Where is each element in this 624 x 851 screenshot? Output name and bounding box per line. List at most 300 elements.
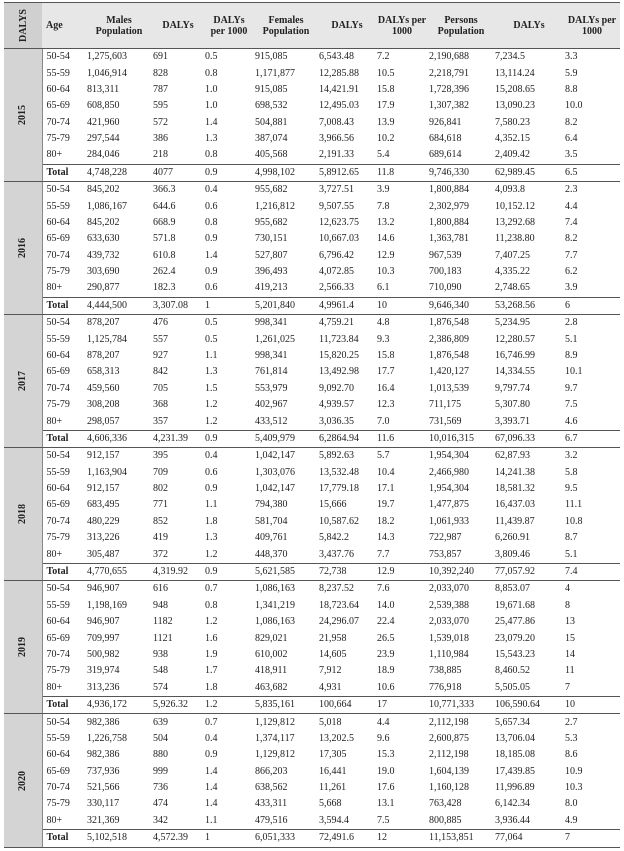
table-cell: 3.3 [565,51,578,63]
table-cell: 106,590.64 [494,696,564,713]
table-cell: 15,820.25 [319,350,359,362]
table-row [4,630,620,646]
table-cell: 1,198,169 [87,599,127,611]
table-cell: 1,363,781 [429,233,469,245]
table-row [4,231,620,247]
table-cell: 330,117 [87,798,120,810]
age-cell: Total [42,297,86,314]
table-cell: 4.8 [377,317,390,329]
table-cell: 18,185.08 [495,749,535,761]
table-row [4,731,620,747]
table-row [4,546,620,563]
table-cell: 308,208 [87,399,120,411]
header-persons-dalys-per-1000: DALYs per 1000 [564,3,620,49]
table-cell: 17,439.85 [495,765,535,777]
table-cell: 691 [153,51,168,63]
table-cell: 6.7 [564,430,620,447]
table-cell: 11.6 [376,430,428,447]
age-cell: 70-74 [46,249,70,261]
table-cell: 11,439.87 [495,515,535,527]
table-cell: 2.3 [565,184,578,196]
total-row [4,164,620,181]
table-cell: 10.5 [377,67,395,79]
table-cell: 474 [153,798,168,810]
table-cell: 1.9 [205,648,218,660]
table-row [4,714,620,731]
table-row [4,114,620,130]
table-cell: 17,779.18 [319,483,359,495]
table-cell: 658,313 [87,366,120,378]
table-cell: 794,380 [255,499,288,511]
age-cell: 50-54 [46,583,70,595]
table-cell: 852 [153,515,168,527]
table-cell: 218 [153,149,168,161]
table-cell: 521,566 [87,781,120,793]
age-cell: 75-79 [46,532,70,544]
table-cell: 305,487 [87,548,120,560]
table-cell: 0.6 [205,282,218,294]
table-cell: 5,835,161 [254,696,318,713]
table-cell: 639 [153,716,168,728]
table-cell: 0.8 [205,67,218,79]
table-cell: 1,061,933 [429,515,469,527]
table-cell: 2,566.33 [319,282,354,294]
table-cell: 26.5 [377,632,395,644]
table-cell: 7,234.5 [495,51,525,63]
table-cell: 12.9 [376,563,428,580]
table-cell: 6,142.34 [495,798,530,810]
age-cell: 55-59 [46,200,70,212]
age-cell: 75-79 [46,133,70,145]
table-cell: 290,877 [87,282,120,294]
table-cell: 13 [565,616,575,628]
table-cell: 0.8 [205,599,218,611]
table-cell: 13,706.04 [495,732,535,744]
table-cell: 998,341 [255,317,288,329]
age-cell: 55-59 [46,599,70,611]
table-cell: 1,374,117 [255,732,295,744]
table-cell: 5,657.34 [495,716,530,728]
table-row [4,448,620,465]
header-age: Age [42,3,86,49]
year-label [4,182,42,315]
table-cell: 6,543.48 [319,51,354,63]
table-cell: 8,853.07 [495,583,530,595]
table-cell: 15,543.23 [495,648,535,660]
table-cell: 1,604,139 [429,765,469,777]
table-cell: 5,307.80 [495,399,530,411]
table-cell: 4.6 [565,415,578,427]
table-cell: 787 [153,83,168,95]
table-cell: 9.5 [565,483,578,495]
table-cell: 927 [153,350,168,362]
table-cell: 23,079.20 [495,632,535,644]
table-cell: 1.4 [205,116,218,128]
table-cell: 298,057 [87,415,120,427]
table-row [4,530,620,546]
age-cell: 75-79 [46,266,70,278]
table-row [4,397,620,413]
table-cell: 2,112,198 [429,749,469,761]
table-cell: 321,369 [87,814,120,826]
table-cell: 802 [153,483,168,495]
table-cell: 0.8 [205,149,218,161]
table-cell: 319,974 [87,665,120,677]
table-cell: 6,796.42 [319,249,354,261]
table-cell: 1 [204,829,254,847]
table-cell: 4077 [152,164,204,181]
table-cell: 557 [153,333,168,345]
table-cell: 1,341,219 [255,599,295,611]
table-cell: 13,090.23 [495,100,535,112]
table-cell: 4.9 [565,814,578,826]
table-cell: 1.2 [204,696,254,713]
table-cell: 3,437.76 [319,548,354,560]
table-cell: 386 [153,133,168,145]
age-cell: 70-74 [46,648,70,660]
table-cell: 14,334.55 [495,366,535,378]
table-cell: 6,260.91 [495,532,530,544]
age-cell: 65-69 [46,100,70,112]
table-cell: 1,800,884 [429,217,469,228]
table-cell: 5,8912.65 [318,164,376,181]
table-cell: 7.6 [377,583,390,595]
table-cell: 53,268.56 [494,297,564,314]
table-cell: 9,746,330 [428,164,494,181]
table-cell: 3.5 [565,149,578,161]
table-cell: 8.0 [565,798,578,810]
table-cell: 14,605 [319,648,347,660]
table-cell: 999 [153,765,168,777]
header-persons-population: Persons Population [428,3,494,49]
table-row [4,663,620,679]
table-cell: 2,539,388 [429,599,469,611]
table-cell: 4 [565,583,570,595]
table-cell: 357 [153,415,168,427]
table-cell: 6.5 [564,164,620,181]
table-cell: 14.6 [377,233,395,245]
table-cell: 1,954,304 [429,483,469,495]
table-cell: 8.8 [565,83,578,95]
total-row [4,430,620,447]
table-cell: 1,728,396 [429,83,469,95]
table-cell: 2,218,791 [429,67,469,79]
age-cell: 50-54 [46,51,70,63]
table-cell: 5,409,979 [254,430,318,447]
table-cell: 2,409.42 [495,149,530,161]
table-cell: 2,033,070 [429,583,469,595]
table-cell: 4,352.15 [495,133,530,145]
table-cell: 878,207 [87,317,120,329]
total-row [4,563,620,580]
table-cell: 15,208.65 [495,83,535,95]
table-cell: 0.5 [205,333,218,345]
table-cell: 683,495 [87,499,120,511]
table-cell: 14.0 [377,599,395,611]
table-cell: 19,671.68 [495,599,535,611]
table-cell: 2,190,688 [429,51,469,63]
table-cell: 2,302,979 [429,200,469,212]
table-cell: 7.7 [377,548,390,560]
table-cell: 668.9 [153,217,176,228]
table-cell: 10,771,333 [428,696,494,713]
table-row [4,215,620,231]
table-cell: 912,157 [87,483,120,495]
table-cell: 1.3 [205,366,218,378]
age-cell: 60-64 [46,217,70,228]
table-cell: 711,175 [429,399,462,411]
table-cell: 616 [153,583,168,595]
table-cell: 10.6 [377,681,395,693]
table-cell: 3,036.35 [319,415,354,427]
age-cell: 70-74 [46,116,70,128]
age-cell: 55-59 [46,67,70,79]
table-cell: 77,064 [494,829,564,847]
table-cell: 2,191.33 [319,149,354,161]
table-cell: 1.5 [205,382,218,394]
table-cell: 1,954,304 [429,450,469,462]
table-cell: 17.1 [377,483,395,495]
table-row [4,264,620,280]
table-cell: 10.2 [377,133,395,145]
table-cell: 11,153,851 [428,829,494,847]
table-cell: 368 [153,399,168,411]
header-males-population: Males Population [86,3,152,49]
table-cell: 10,152.12 [495,200,535,212]
table-cell: 1,042,147 [255,450,295,462]
table-cell: 22.4 [377,616,395,628]
table-cell: 77,057.92 [494,563,564,580]
table-cell: 16,441 [319,765,347,777]
age-cell: 80+ [46,548,63,560]
table-cell: 4,572.39 [152,829,204,847]
table-cell: 1,086,163 [255,616,295,628]
table-cell: 4,444,500 [86,297,152,314]
table-cell: 5,926.32 [152,696,204,713]
table-cell: 12,623.75 [319,217,359,228]
table-cell: 19.7 [377,499,395,511]
age-cell: 60-64 [46,616,70,628]
table-cell: 1 [204,297,254,314]
table-cell: 12,280.57 [495,333,535,345]
table-cell: 1.6 [205,632,218,644]
table-cell: 12.9 [377,249,395,261]
table-row [4,381,620,397]
table-cell: 5,842.2 [319,532,349,544]
table-cell: 421,960 [87,116,120,128]
table-cell: 1.2 [205,415,218,427]
table-cell: 3,966.56 [319,133,354,145]
table-cell: 880 [153,749,168,761]
table-cell: 3,727.51 [319,184,354,196]
table-cell: 938 [153,648,168,660]
age-cell: 65-69 [46,366,70,378]
table-cell: 9,797.74 [495,382,530,394]
header-dalys: DALYS [4,3,42,49]
table-cell: 2,748.65 [495,282,530,294]
table-cell: 10.3 [565,781,583,793]
year-text: 2015 [16,105,28,126]
table-cell: 9.3 [377,333,390,345]
age-cell: 65-69 [46,499,70,511]
table-cell: 10 [376,297,428,314]
table-cell: 7.4 [565,217,578,228]
age-cell: 65-69 [46,233,70,245]
age-cell: 75-79 [46,399,70,411]
table-cell: 731,569 [429,415,462,427]
table-cell: 480,229 [87,515,120,527]
table-cell: 10,016,315 [428,430,494,447]
table-row [4,796,620,812]
table-cell: 1,876,548 [429,350,469,362]
table-cell: 1,539,018 [429,632,469,644]
age-cell: 50-54 [46,184,70,196]
table-cell: 8.9 [565,350,578,362]
table-cell: 948 [153,599,168,611]
table-cell: 366.3 [153,184,176,196]
table-cell: 684,618 [429,133,462,145]
table-cell: 5.8 [565,466,578,478]
table-cell: 571.8 [153,233,176,245]
table-cell: 10,392,240 [428,563,494,580]
table-cell: 1,261,025 [255,333,295,345]
table-cell: 548 [153,665,168,677]
table-cell: 998,341 [255,350,288,362]
table-cell: 813,311 [87,83,120,95]
table-cell: 303,690 [87,266,120,278]
table-cell: 595 [153,100,168,112]
table-cell: 915,085 [255,83,288,95]
table-cell: 1.1 [205,499,218,511]
table-cell: 800,885 [429,814,462,826]
table-cell: 3,393.71 [495,415,530,427]
table-cell: 9.7 [565,382,578,394]
table-cell: 845,202 [87,217,120,228]
table-cell: 2.7 [565,716,578,728]
table-cell: 11.1 [565,499,583,511]
table-row [4,332,620,348]
table-cell: 479,516 [255,814,288,826]
table-cell: 12,495.03 [319,100,359,112]
table-cell: 262.4 [153,266,176,278]
table-cell: 845,202 [87,184,120,196]
table-cell: 12 [376,829,428,847]
table-cell: 0.5 [205,317,218,329]
table-cell: 737,936 [87,765,120,777]
table-cell: 11,996.89 [495,781,535,793]
table-cell: 1,160,128 [429,781,469,793]
age-cell: Total [42,696,86,713]
table-cell: 395 [153,450,168,462]
table-cell: 1.7 [205,665,218,677]
table-cell: 3,936.44 [495,814,530,826]
table-cell: 419 [153,532,168,544]
table-cell: 736 [153,781,168,793]
table-cell: 402,967 [255,399,288,411]
table-cell: 1,307,382 [429,100,469,112]
age-cell: 55-59 [46,732,70,744]
table-cell: 776,918 [429,681,462,693]
table-cell: 3.9 [565,282,578,294]
table-cell: 6.2 [565,266,578,278]
age-cell: 60-64 [46,83,70,95]
table-row [4,614,620,630]
table-cell: 698,532 [255,100,288,112]
total-row [4,297,620,314]
table-cell: 610.8 [153,249,176,261]
table-cell: 5,234.95 [495,317,530,329]
table-cell: 342 [153,814,168,826]
table-row [4,598,620,614]
table-row [4,747,620,763]
table-cell: 0.7 [205,716,218,728]
table-cell: 5,018 [319,716,342,728]
table-cell: 1,800,884 [429,184,469,196]
table-cell: 2,112,198 [429,716,469,728]
table-cell: 1,129,812 [255,749,295,761]
total-row [4,696,620,713]
table-cell: 1.1 [205,350,218,362]
table-row [4,82,620,98]
table-cell: 710,090 [429,282,462,294]
table-cell: 387,074 [255,133,288,145]
table-cell: 409,761 [255,532,288,544]
total-row [4,829,620,847]
table-cell: 946,907 [87,616,120,628]
table-cell: 761,814 [255,366,288,378]
table-cell: 6,2864.94 [318,430,376,447]
table-cell: 10.0 [565,100,583,112]
table-cell: 7,580.23 [495,116,530,128]
table-cell: 9,507.55 [319,200,354,212]
table-cell: 433,512 [255,415,288,427]
age-cell: 70-74 [46,515,70,527]
table-cell: 10,587.62 [319,515,359,527]
table-cell: 0.9 [205,483,218,495]
table-cell: 7,008.43 [319,116,354,128]
table-cell: 1,216,812 [255,200,295,212]
table-cell: 67,096.33 [494,430,564,447]
year-label [4,714,42,848]
table-row [4,679,620,696]
header-females-dalys-per-1000: DALYs per 1000 [376,3,428,49]
table-cell: 5.3 [565,732,578,744]
table-cell: 5,505.05 [495,681,530,693]
table-cell: 1182 [153,616,173,628]
table-cell: 5.4 [377,149,390,161]
table-cell: 912,157 [87,450,120,462]
table-cell: 182.3 [153,282,176,294]
table-cell: 1,171,877 [255,67,295,79]
table-cell: 500,982 [87,648,120,660]
table-cell: 842 [153,366,168,378]
table-cell: 915,085 [255,51,288,63]
table-cell: 17.6 [377,781,395,793]
table-cell: 1.4 [205,765,218,777]
table-cell: 1.3 [205,133,218,145]
table-row [4,348,620,364]
table-cell: 13,492.98 [319,366,359,378]
table-cell: 313,236 [87,681,120,693]
table-cell: 16.4 [377,382,395,394]
table-cell: 1,477,875 [429,499,469,511]
table-row [4,481,620,497]
table-cell: 11 [565,665,575,677]
year-label [4,315,42,448]
table-cell: 100,664 [318,696,376,713]
table-cell: 1121 [153,632,173,644]
table-cell: 504,881 [255,116,288,128]
